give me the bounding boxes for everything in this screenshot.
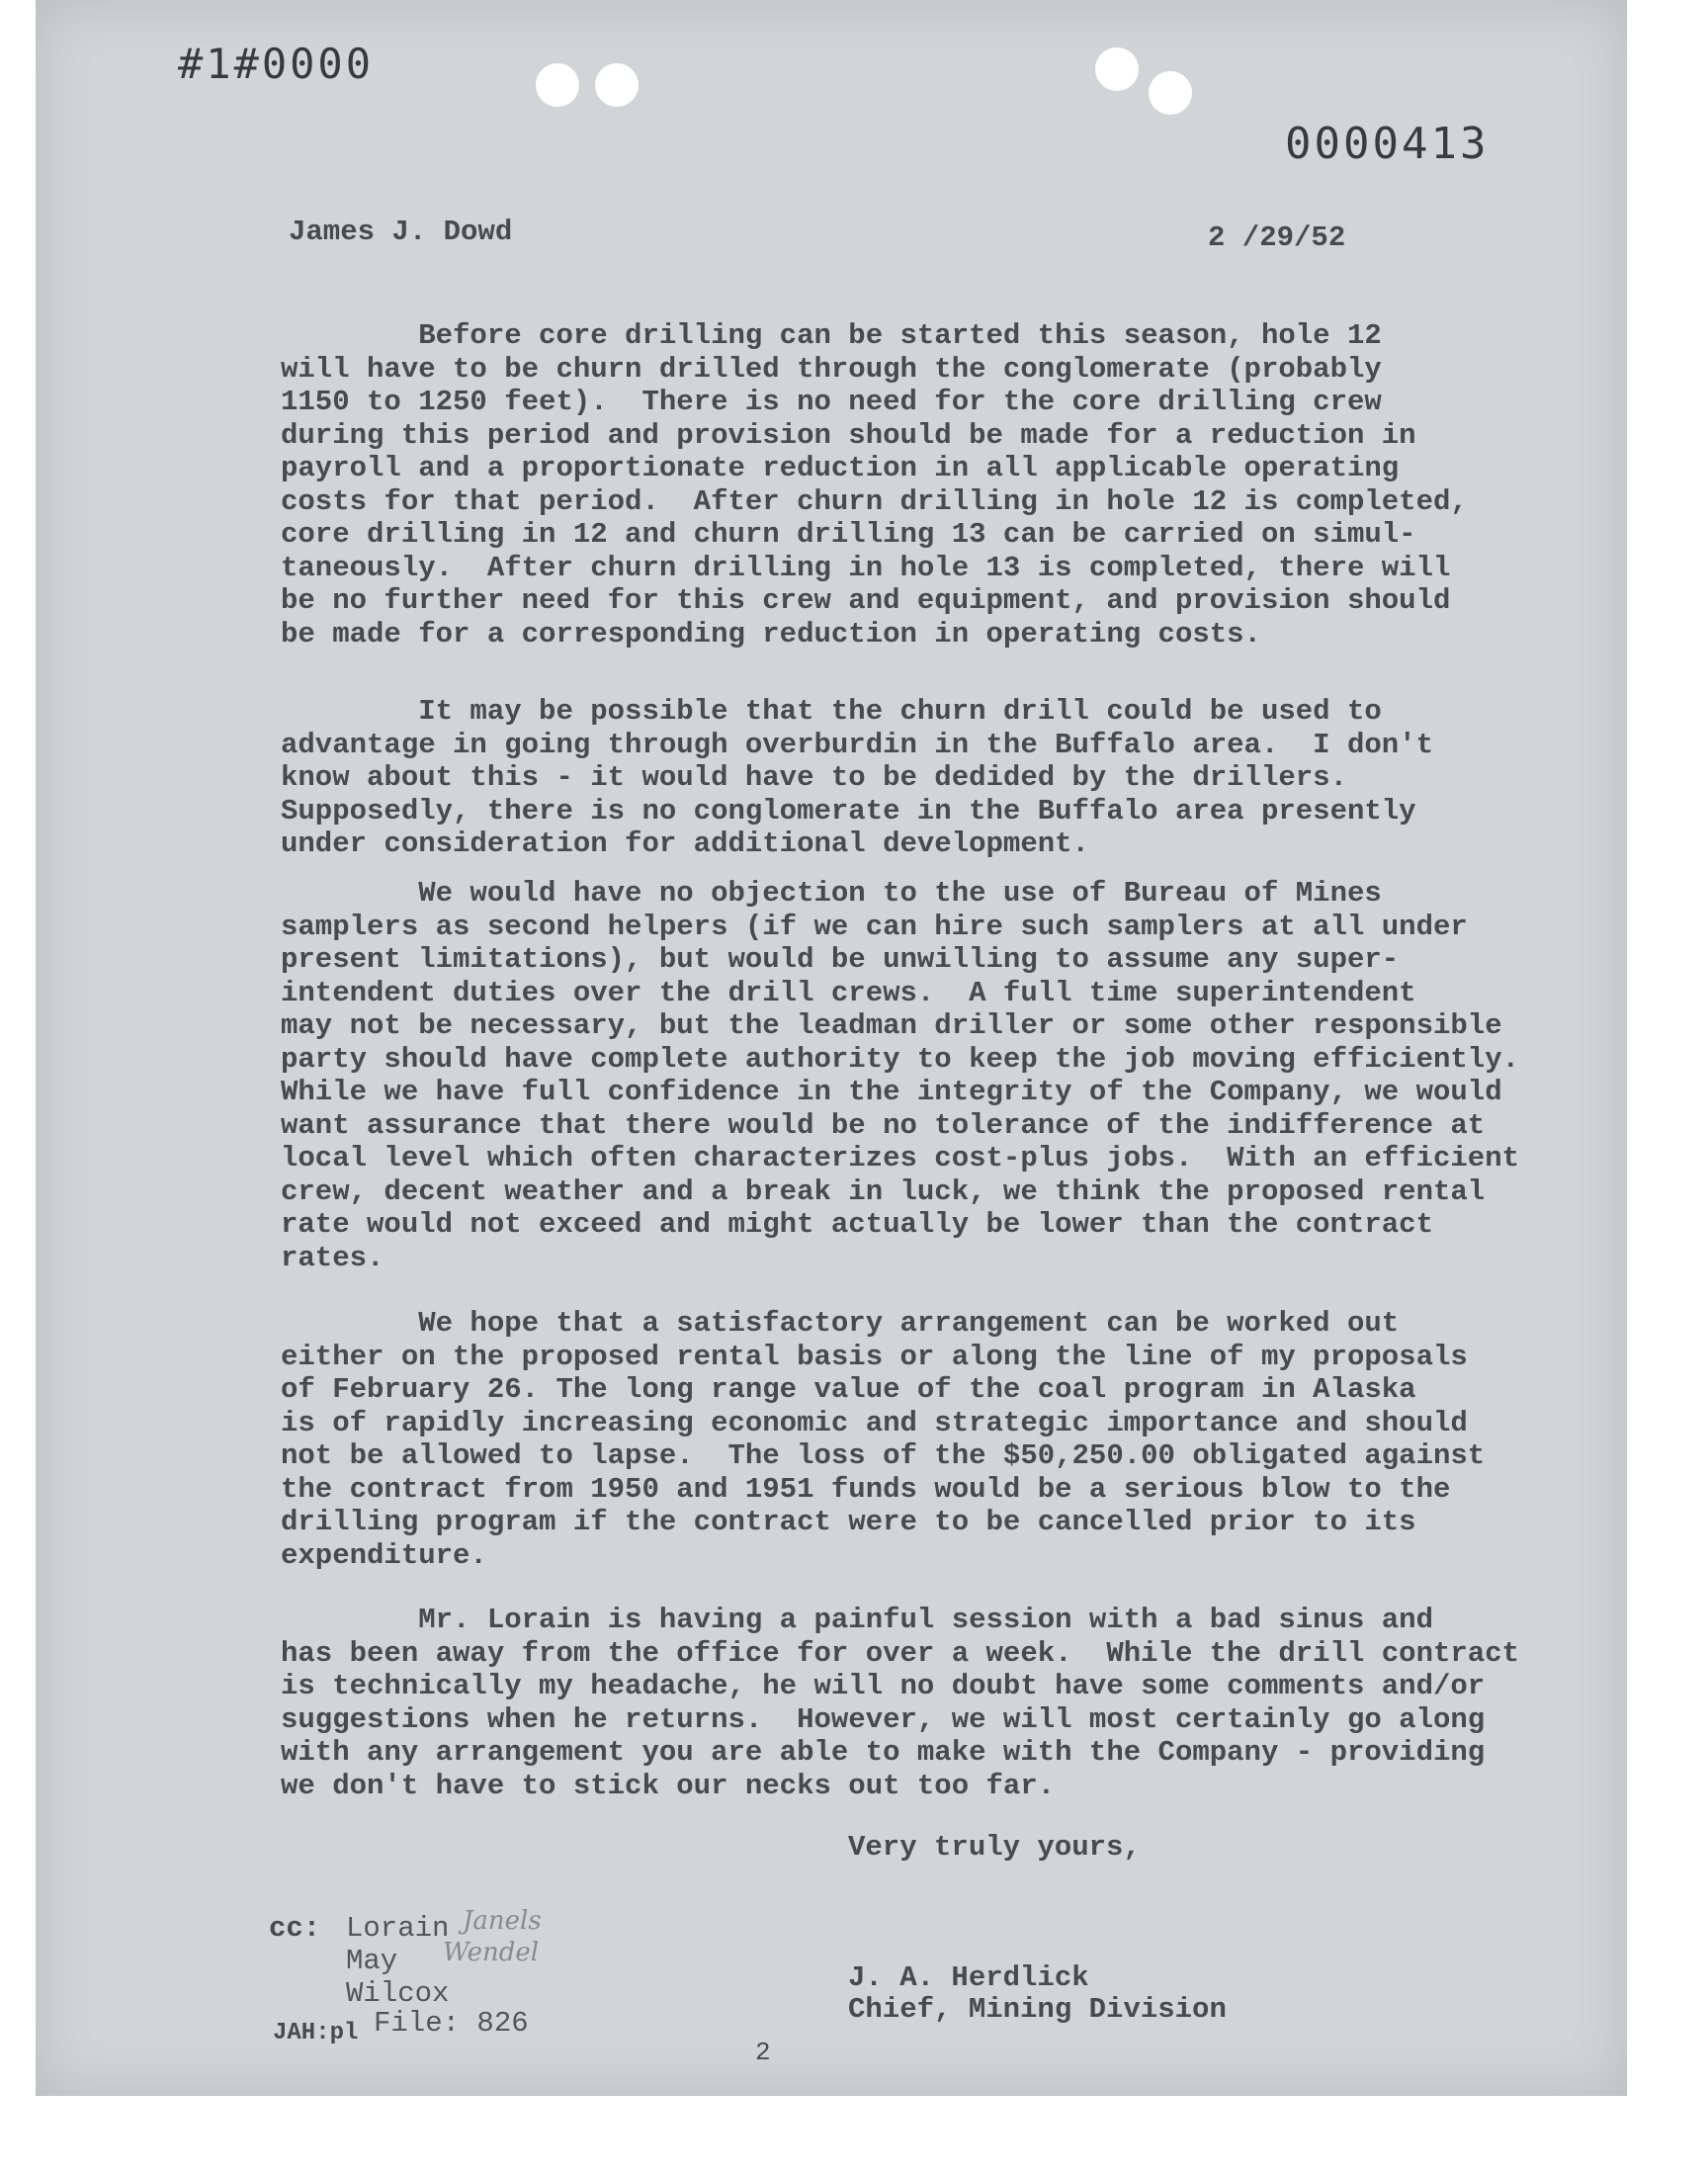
paragraph-line: 1150 to 1250 feet). There is no need for the core drilling crew [281,386,1382,418]
cc-label: cc: [269,1912,321,1945]
paragraph-line: know about this - it would have to be dedided by the drillers. [281,761,1347,794]
paragraph-line: samplers as second helpers (if we can hire such samplers at all under [281,910,1468,943]
paragraph-line: is technically my headache, he will no doubt have some comments and/or [281,1670,1486,1702]
paragraph-line: core drilling in 12 and churn drilling 13 can be carried on simul- [281,518,1416,551]
complimentary-close: Very truly yours, [848,1831,1141,1864]
cc-recipient: May [346,1945,398,1977]
cc-recipient: Wilcox [346,1977,450,2010]
handwritten-note: Wendel [443,1938,540,1967]
paragraph-line: We hope that a satisfactory arrangement can be worked out [281,1307,1400,1340]
punch-hole-2 [595,63,639,107]
paragraph-line: While we have full confidence in the integrity of the Company, we would [281,1076,1502,1108]
paragraph-line: expenditure. [281,1538,487,1572]
paragraph-line: local level which often characterizes cost-plus jobs. With an efficient [281,1142,1520,1174]
paragraph-line: under consideration for additional development. [281,827,1089,860]
paragraph-line: may not be necessary, but the leadman driller or some other responsible [281,1009,1502,1042]
document-stamp-right: 0000413 [1285,119,1490,169]
punch-hole-1 [536,63,579,107]
paragraph-line: want assurance that there would be no tolerance of the indifference at [281,1108,1486,1142]
paragraph-5 [281,1604,1520,1802]
paragraph-line: we don't have to stick our necks out too far. [281,1769,1056,1802]
paragraph-line: drilling program if the contract were to be cancelled prior to its [281,1506,1416,1538]
paragraph-line: is of rapidly increasing economic and strategic importance and should [281,1406,1468,1439]
paragraph-line: during this period and provision should be made for a reduction in [281,418,1416,452]
paragraph-4 [281,1307,1486,1572]
paragraph-line: Mr. Lorain is having a painful session with a bad sinus and [281,1604,1433,1636]
paragraph-line: the contract from 1950 and 1951 funds would be a serious blow to the [281,1472,1451,1506]
paragraph-line: be no further need for this crew and equipment, and provision should [281,584,1451,617]
handwritten-note: Janels [463,1906,542,1936]
paragraph-line: either on the proposed rental basis or along the line of my proposals [281,1340,1468,1373]
paragraph-line: suggestions when he returns. However, we will most certainly go along [281,1702,1486,1736]
paragraph-line: rates. [281,1241,384,1274]
paragraph-line: Supposedly, there is no conglomerate in the Buffalo area presently [281,794,1416,827]
paragraph-2 [281,695,1477,861]
paragraph-line: Before core drilling can be started this season, hole 12 [281,319,1382,352]
addressee: James J. Dowd [289,216,513,248]
page-number: 2 [755,2038,771,2067]
paragraph-line: has been away from the office for over a week. While the drill contract [281,1636,1520,1670]
paragraph-line: of February 26. The long range value of the coal program in Alaska [281,1373,1416,1406]
document-stamp-left: #1#0000 [178,40,375,88]
paragraph-line: with any arrangement you are able to make with the Company - providing [281,1736,1486,1769]
paragraph-line: party should have complete authority to keep the job moving efficiently. [281,1042,1520,1076]
paragraph-1 [281,319,1477,651]
paragraph-line: will have to be churn drilled through the conglomerate (probably [281,352,1382,386]
paragraph-line: We would have no objection to the use of Bureau of Mines [281,877,1382,910]
paragraph-3 [281,877,1520,1274]
cc-recipient: Lorain [346,1912,450,1945]
paragraph-line: taneously. After churn drilling in hole 13 is completed, there will [281,551,1451,584]
paragraph-line: costs for that period. After churn drilling in hole 12 is completed, [281,484,1468,518]
paragraph-line: rate would not exceed and might actually be lower than the contract [281,1208,1433,1241]
paragraph-line: payroll and a proportionate reduction in all applicable operating [281,452,1400,484]
punch-hole-3 [1095,47,1139,91]
paragraph-line: intendent duties over the drill crews. A full time superintendent [281,976,1416,1009]
paragraph-line: crew, decent weather and a break in luck, we think the proposed rental [281,1174,1486,1208]
cc-recipients [346,1912,449,2010]
signer-title: Chief, Mining Division [848,1993,1227,2026]
paragraph-line: not be allowed to lapse. The loss of the $50,250.00 obligated against [281,1439,1486,1472]
file-reference: File: 826 [374,2007,529,2040]
typist-initials: JAH:pl [273,2020,359,2046]
paragraph-line: advantage in going through overburdin in the Buffalo area. I don't [281,728,1433,761]
signer-name: J. A. Herdlick [848,1961,1089,1994]
paragraph-line: be made for a corresponding reduction in operating costs. [281,617,1261,651]
paragraph-line: present limitations), but would be unwilling to assume any super- [281,943,1400,976]
paragraph-line: It may be possible that the churn drill could be used to [281,695,1382,728]
punch-hole-4 [1149,71,1192,115]
letter-date: 2 /29/52 [1208,221,1346,254]
